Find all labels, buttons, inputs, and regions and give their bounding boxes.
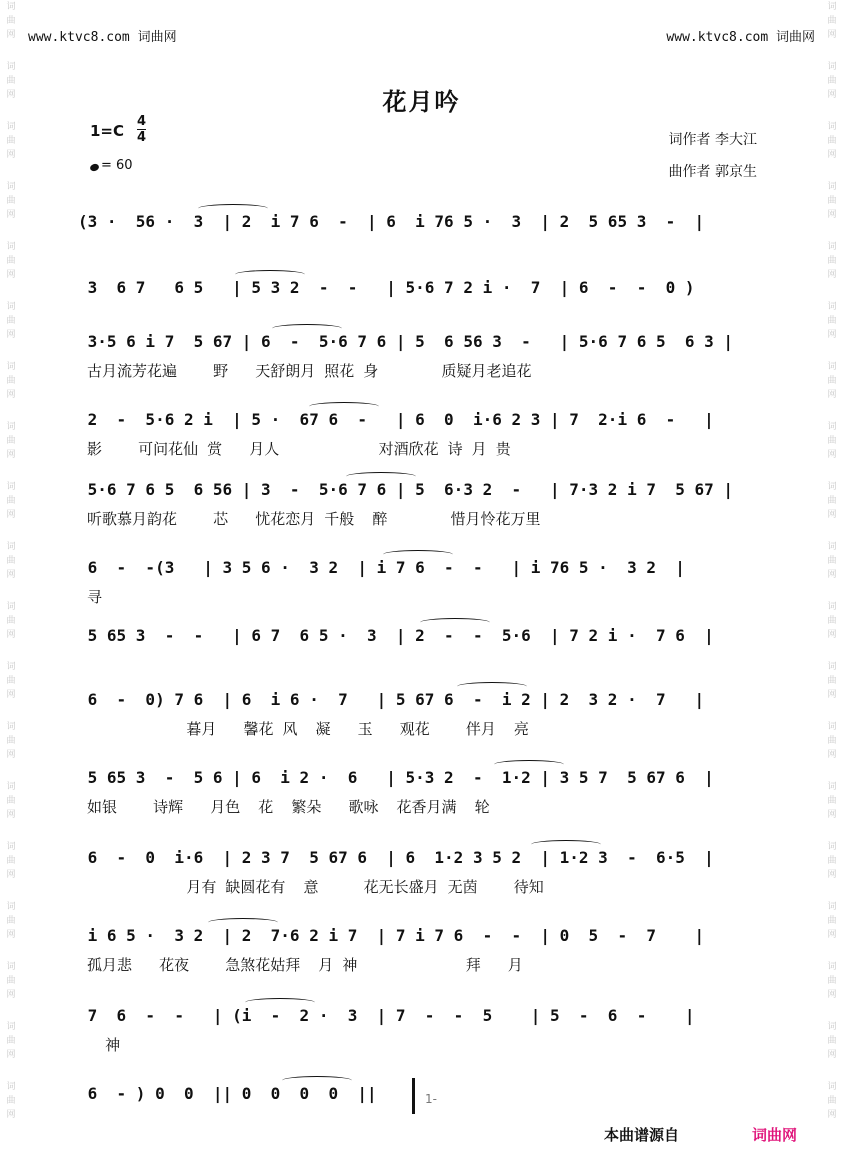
notes-row: 6 - 0 i·6 | 2 3 7 5 67 6 | 6 1·2 3 5 2 | 1·2 3 - 6·5 | — [78, 848, 714, 867]
watermark-glyph: 曲 — [6, 376, 16, 386]
watermark-glyph: 网 — [827, 330, 837, 340]
watermark-glyph: 曲 — [827, 256, 837, 266]
header-site-right[interactable]: www.ktvc8.com 词曲网 — [666, 30, 815, 45]
quarter-note-icon — [89, 163, 100, 173]
watermark-glyph: 词 — [827, 482, 837, 492]
watermark-glyph: 网 — [827, 810, 837, 820]
watermark-gap — [823, 42, 841, 60]
watermark-glyph: 曲 — [827, 1096, 837, 1106]
watermark-glyph: 网 — [827, 270, 837, 280]
watermark-glyph: 网 — [6, 1050, 16, 1060]
slur-mark — [457, 682, 527, 691]
watermark-glyph: 曲 — [827, 76, 837, 86]
watermark-glyph: 曲 — [827, 316, 837, 326]
watermark-glyph: 词 — [827, 122, 837, 132]
watermark-glyph: 词 — [827, 542, 837, 552]
slur-mark — [282, 1076, 352, 1085]
watermark-gap — [2, 1122, 20, 1140]
watermark-glyph: 网 — [6, 90, 16, 100]
watermark-glyph: 网 — [6, 990, 16, 1000]
watermark-glyph: 曲 — [6, 1096, 16, 1106]
watermark-gap — [823, 282, 841, 300]
watermark-gap — [2, 1062, 20, 1080]
watermark-glyph: 词 — [6, 902, 16, 912]
watermark-gap — [2, 522, 20, 540]
watermark-glyph: 网 — [6, 450, 16, 460]
watermark-gap — [2, 42, 20, 60]
watermark-glyph: 曲 — [827, 1036, 837, 1046]
watermark-glyph: 网 — [827, 1050, 837, 1060]
watermark-glyph: 词 — [6, 62, 16, 72]
notes-row: 6 - -(3 | 3 5 6 · 3 2 | i 7 6 - - | i 76 5 · 3 2 | — [78, 558, 685, 577]
slur-mark — [494, 760, 564, 769]
watermark-glyph: 词 — [6, 2, 16, 12]
watermark-glyph: 网 — [827, 210, 837, 220]
watermark-glyph: 曲 — [6, 976, 16, 986]
slur-mark — [531, 840, 601, 849]
watermark-glyph: 词 — [827, 242, 837, 252]
footer-source-label: 本曲谱源自 — [604, 1126, 680, 1144]
final-barline — [412, 1078, 415, 1114]
watermark-glyph: 词 — [6, 422, 16, 432]
notes-row: 7 6 - - | (i - 2 · 3 | 7 - - 5 | 5 - 6 - | — [78, 1006, 695, 1025]
right-watermark-strip — [823, 0, 841, 1172]
watermark-glyph: 曲 — [827, 376, 837, 386]
song-title: 花月吟 — [382, 88, 461, 116]
watermark-gap — [823, 1002, 841, 1020]
watermark-glyph: 词 — [827, 62, 837, 72]
watermark-glyph: 词 — [6, 122, 16, 132]
time-signature — [137, 114, 146, 145]
time-sig-bottom: 4 — [137, 130, 147, 145]
watermark-glyph: 词 — [827, 302, 837, 312]
left-watermark-strip — [2, 0, 20, 1172]
watermark-glyph: 网 — [6, 750, 16, 760]
watermark-glyph: 网 — [6, 390, 16, 400]
watermark-glyph: 词 — [6, 482, 16, 492]
watermark-glyph: 曲 — [6, 76, 16, 86]
watermark-glyph: 网 — [6, 630, 16, 640]
watermark-glyph: 曲 — [827, 676, 837, 686]
watermark-glyph: 网 — [827, 990, 837, 1000]
watermark-glyph: 曲 — [6, 136, 16, 146]
watermark-gap — [823, 162, 841, 180]
watermark-glyph: 曲 — [6, 736, 16, 746]
watermark-gap — [823, 1062, 841, 1080]
watermark-gap — [823, 762, 841, 780]
watermark-gap — [2, 162, 20, 180]
tempo-value: = 60 — [101, 158, 133, 173]
watermark-glyph: 曲 — [6, 496, 16, 506]
watermark-glyph: 词 — [6, 602, 16, 612]
watermark-gap — [823, 882, 841, 900]
watermark-glyph: 词 — [6, 962, 16, 972]
lyrics-row: 寻 — [78, 588, 103, 606]
notes-row: 3·5 6 i 7 5 67 | 6 - 5·6 7 6 | 5 6 56 3 - | 5·6 7 6 5 6 3 | — [78, 332, 734, 351]
lyrics-row: 古月流芳花遍 野 天舒朗月 照花 身 质疑月老追花 — [78, 362, 532, 380]
watermark-gap — [2, 642, 20, 660]
watermark-glyph: 词 — [6, 362, 16, 372]
watermark-gap — [823, 642, 841, 660]
composer: 曲作者 郭京生 — [668, 164, 757, 180]
watermark-glyph: 网 — [827, 690, 837, 700]
watermark-glyph: 曲 — [6, 796, 16, 806]
watermark-glyph: 曲 — [6, 436, 16, 446]
lyrics-row: 月有 缺圆花有 意 花无长盛月 无茵 待知 — [78, 878, 544, 896]
watermark-glyph: 词 — [6, 242, 16, 252]
lyrics-row: 神 — [78, 1036, 121, 1054]
watermark-glyph: 词 — [827, 182, 837, 192]
slur-mark — [272, 324, 342, 333]
watermark-glyph: 词 — [827, 1082, 837, 1092]
watermark-glyph: 词 — [6, 542, 16, 552]
lyrics-row: 暮月 馨花 风 凝 玉 观花 伴月 亮 — [78, 720, 529, 738]
watermark-glyph: 曲 — [6, 1036, 16, 1046]
watermark-glyph: 词 — [6, 662, 16, 672]
lyrics-row: 如银 诗辉 月色 花 繁朵 歌咏 花香月满 轮 — [78, 798, 490, 816]
watermark-glyph: 词 — [6, 842, 16, 852]
watermark-gap — [2, 822, 20, 840]
notes-row: 6 - ) 0 0 || 0 0 0 0 || — [78, 1084, 377, 1103]
watermark-glyph: 网 — [6, 930, 16, 940]
notes-row: 5·6 7 6 5 6 56 | 3 - 5·6 7 6 | 5 6·3 2 - | 7·3 2 i 7 5 67 | — [78, 480, 734, 499]
watermark-glyph: 网 — [827, 450, 837, 460]
watermark-glyph: 网 — [827, 870, 837, 880]
notes-row: 2 - 5·6 2 i | 5 · 67 6 - | 6 0 i·6 2 3 | 7 2·i 6 - | — [78, 410, 714, 429]
watermark-glyph: 网 — [6, 570, 16, 580]
watermark-glyph: 曲 — [6, 556, 16, 566]
watermark-gap — [2, 762, 20, 780]
watermark-gap — [2, 222, 20, 240]
watermark-gap — [2, 942, 20, 960]
watermark-glyph: 曲 — [827, 976, 837, 986]
watermark-glyph: 曲 — [827, 556, 837, 566]
notes-row: 5 65 3 - 5 6 | 6 i 2 · 6 | 5·3 2 - 1·2 | 3 5 7 5 67 6 | — [78, 768, 714, 787]
watermark-glyph: 词 — [827, 722, 837, 732]
watermark-gap — [823, 402, 841, 420]
watermark-glyph: 曲 — [6, 196, 16, 206]
watermark-glyph: 曲 — [6, 256, 16, 266]
slur-mark — [245, 998, 315, 1007]
slur-mark — [420, 618, 490, 627]
key-signature: 1=C — [90, 122, 125, 140]
slur-mark — [235, 270, 305, 279]
watermark-glyph: 曲 — [827, 196, 837, 206]
lyrics-row: 听歌慕月韵花 芯 忧花恋月 千般 醉 惜月怜花万里 — [78, 510, 541, 528]
watermark-glyph: 网 — [827, 1110, 837, 1120]
notes-row: i 6 5 · 3 2 | 2 7·6 2 i 7 | 7 i 7 6 - - | 0 5 - 7 | — [78, 926, 705, 945]
watermark-gap — [2, 462, 20, 480]
watermark-glyph: 词 — [827, 422, 837, 432]
watermark-gap — [823, 702, 841, 720]
watermark-glyph: 网 — [827, 510, 837, 520]
watermark-glyph: 曲 — [827, 496, 837, 506]
watermark-gap — [2, 702, 20, 720]
notes-row: (3 · 56 · 3 | 2 i 7 6 - | 6 i 76 5 · 3 | 2 5 65 3 - | — [78, 212, 705, 231]
watermark-gap — [823, 822, 841, 840]
watermark-glyph: 词 — [827, 902, 837, 912]
watermark-glyph: 曲 — [827, 136, 837, 146]
watermark-gap — [823, 222, 841, 240]
watermark-glyph: 曲 — [6, 316, 16, 326]
watermark-glyph: 曲 — [827, 856, 837, 866]
watermark-glyph: 网 — [827, 930, 837, 940]
watermark-glyph: 词 — [6, 1022, 16, 1032]
lyrics-row: 孤月悲 花夜 急煞花姑拜 月 神 拜 月 — [78, 956, 523, 974]
watermark-glyph: 网 — [827, 30, 837, 40]
watermark-glyph: 曲 — [6, 16, 16, 26]
tempo-marking — [90, 158, 133, 173]
watermark-glyph: 词 — [6, 182, 16, 192]
watermark-glyph: 词 — [6, 782, 16, 792]
notes-row: 5 65 3 - - | 6 7 6 5 · 3 | 2 - - 5·6 | 7 2 i · 7 6 | — [78, 626, 714, 645]
page-number: 1- — [425, 1092, 437, 1106]
watermark-glyph: 网 — [6, 810, 16, 820]
watermark-glyph: 曲 — [827, 736, 837, 746]
footer-brand-link[interactable]: 词曲网 — [752, 1126, 798, 1144]
watermark-glyph: 网 — [6, 1110, 16, 1120]
slur-mark — [309, 402, 379, 411]
watermark-glyph: 曲 — [6, 676, 16, 686]
watermark-glyph: 词 — [827, 842, 837, 852]
watermark-glyph: 曲 — [827, 436, 837, 446]
watermark-gap — [823, 942, 841, 960]
slur-mark — [198, 204, 268, 213]
watermark-glyph: 网 — [6, 150, 16, 160]
watermark-glyph: 词 — [827, 602, 837, 612]
slur-mark — [383, 550, 453, 559]
header-site-left[interactable]: www.ktvc8.com 词曲网 — [28, 30, 177, 45]
lyrics-row: 影 可问花仙 赏 月人 对酒欣花 诗 月 贵 — [78, 440, 511, 458]
watermark-glyph: 词 — [6, 722, 16, 732]
watermark-gap — [2, 342, 20, 360]
watermark-glyph: 词 — [6, 1082, 16, 1092]
watermark-glyph: 词 — [827, 782, 837, 792]
watermark-glyph: 网 — [6, 330, 16, 340]
watermark-glyph: 曲 — [827, 616, 837, 626]
slur-mark — [208, 918, 278, 927]
watermark-gap — [2, 402, 20, 420]
watermark-glyph: 网 — [6, 510, 16, 520]
lyricist: 词作者 李大江 — [668, 132, 757, 148]
notes-row: 3 6 7 6 5 | 5 3 2 - - | 5·6 7 2 i · 7 | 6 - - 0 ) — [78, 278, 714, 297]
watermark-glyph: 词 — [827, 962, 837, 972]
watermark-glyph: 网 — [827, 150, 837, 160]
watermark-glyph: 曲 — [827, 16, 837, 26]
watermark-gap — [823, 342, 841, 360]
watermark-glyph: 词 — [6, 302, 16, 312]
watermark-gap — [2, 282, 20, 300]
watermark-glyph: 网 — [6, 690, 16, 700]
notes-row: 6 - 0) 7 6 | 6 i 6 · 7 | 5 67 6 - i 2 | 2 3 2 · 7 | — [78, 690, 705, 709]
watermark-gap — [823, 582, 841, 600]
watermark-gap — [823, 1122, 841, 1140]
watermark-glyph: 曲 — [827, 916, 837, 926]
watermark-glyph: 网 — [6, 210, 16, 220]
time-sig-top: 4 — [137, 114, 147, 129]
watermark-glyph: 网 — [827, 90, 837, 100]
watermark-glyph: 网 — [827, 390, 837, 400]
credits — [669, 124, 757, 188]
watermark-gap — [823, 522, 841, 540]
watermark-gap — [2, 882, 20, 900]
watermark-glyph: 网 — [827, 630, 837, 640]
watermark-glyph: 词 — [827, 662, 837, 672]
watermark-glyph: 曲 — [827, 796, 837, 806]
watermark-glyph: 网 — [6, 270, 16, 280]
watermark-glyph: 网 — [6, 30, 16, 40]
watermark-gap — [2, 582, 20, 600]
watermark-glyph: 网 — [6, 870, 16, 880]
watermark-glyph: 词 — [827, 362, 837, 372]
slur-mark — [346, 472, 416, 481]
watermark-gap — [823, 462, 841, 480]
watermark-glyph: 词 — [827, 2, 837, 12]
watermark-glyph: 词 — [827, 1022, 837, 1032]
watermark-glyph: 网 — [827, 570, 837, 580]
watermark-glyph: 曲 — [6, 616, 16, 626]
watermark-gap — [2, 1002, 20, 1020]
watermark-glyph: 网 — [827, 750, 837, 760]
watermark-glyph: 曲 — [6, 916, 16, 926]
watermark-glyph: 曲 — [6, 856, 16, 866]
